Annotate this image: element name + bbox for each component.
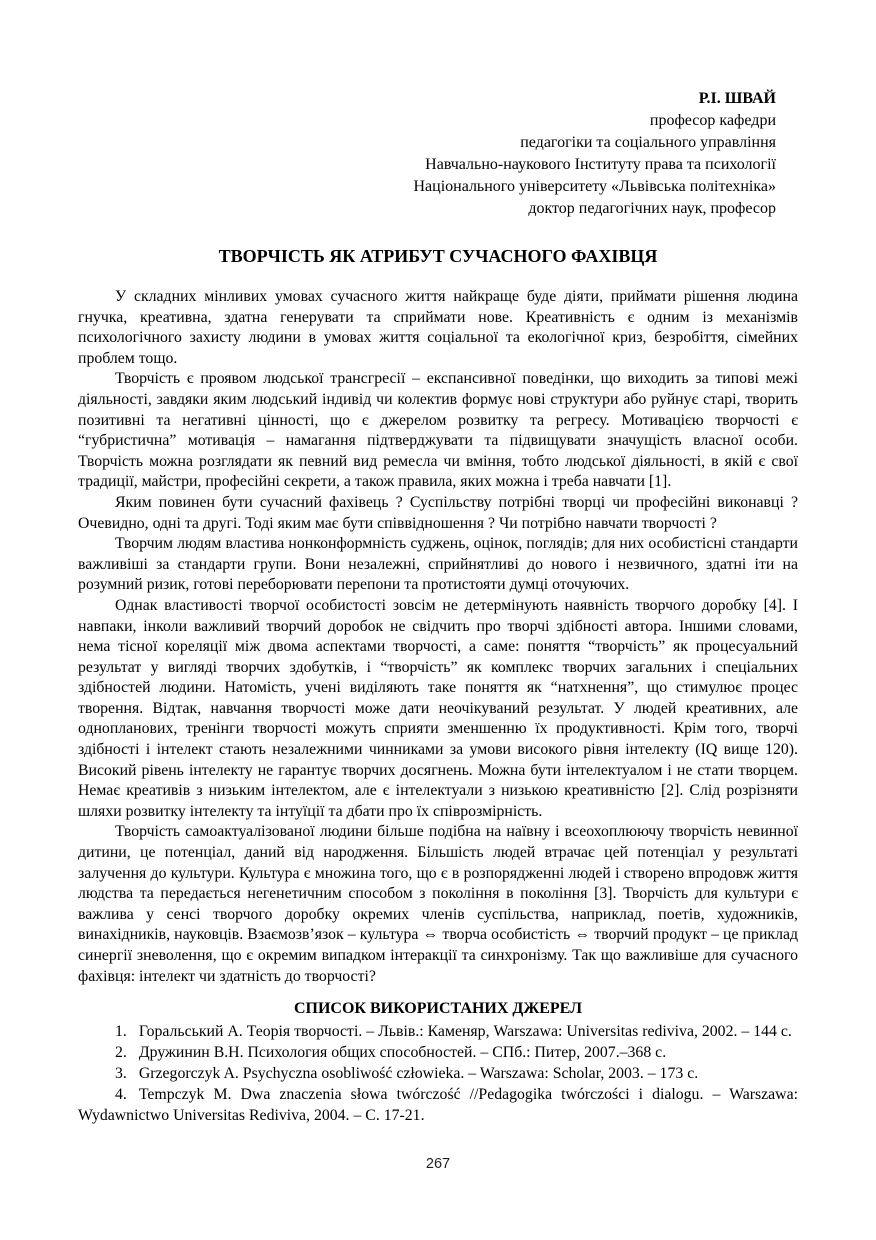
reference-number: 3.	[115, 1065, 127, 1083]
affiliation-line: професор кафедри	[649, 112, 776, 129]
paragraph: У складних мінливих умовах сучасного життя найкраще буде діяти, приймати рішення людина гнучка, креативна, здатна генерувати та сприймати нове. Креативність є одним із механізмів психологічного захисту людини в умовах життя соціальної та екологічної криз, безробіття, сімейних проблем тощо.	[78, 288, 798, 367]
document-header	[78, 88, 798, 220]
reference-item	[78, 1042, 798, 1063]
references-heading: СПИСОК ВИКОРИСТАНИХ ДЖЕРЕЛ	[293, 1000, 583, 1018]
reference-text: Дружинин В.Н. Психология общих способностей. – СПб.: Питер, 2007.–368 с.	[138, 1044, 667, 1062]
reference-item	[78, 1084, 798, 1126]
paragraph: Однак властивості творчої особистості зовсім не детермінують наявність творчого доробку [4]. І навпаки, інколи важливий творчий доробок не свідчить про творчі здібності автора. Іншими словами, нема тісної кореляції між двома аспектами творчості, а саме: поняття “творчість” як процесуальний результат у вигляді творчих здобутків, і “творчість” як комплекс творчих загальних і спеціальних здібностей людини. Натомість, учені виділяють таке поняття як “натхнення”, що стимулює процес творення. Відтак, навчання творчості може дати неочікуваний результат. У людей креативних, але однопланових, тренінги творчості можуть сприяти зменшенню їх продуктивності. Крім того, творчі здібності і інтелект стають незалежними чинниками за умови високого рівня інтелекту (IQ вище 120). Високий рівень інтелекту не гарантує творчих досягнень. Можна бути інтелектуалом і не стати творцем. Немає креативів з низьким інтелектом, але є інтелектуали з низькою креативністю [2]. Слід розрізняти шляхи розвитку інтелекту та інтуїції та дбати про їх співрозмірність.	[78, 596, 798, 820]
affiliation-line: Навчально-наукового Інституту права та психології	[425, 156, 776, 173]
reference-text: Горальський А. Теорія творчості. – Львів.: Каменяр, Warszawa: Universitas rediviva, 2002. – 144 с.	[138, 1023, 792, 1041]
affiliation-line: Національного університету «Львівська політехніка»	[413, 178, 776, 195]
reference-number: 2.	[115, 1044, 127, 1062]
references-section	[78, 1000, 798, 1126]
paragraph: Творчим людям властива нонконформність суджень, оцінок, поглядів; для них особистісні стандарти важливіші за стандарти групи. Вони незалежні, сприйнятливі до нового і незвичного, здатні іти на розумний ризик, готові переборювати перепони та протистояти думці оточуючих.	[78, 535, 798, 594]
page-number: 267	[425, 1156, 451, 1172]
reference-number: 1.	[115, 1023, 127, 1041]
paragraph: Творчість самоактуалізованої людини більше подібна на наївну і всеохоплюючу творчість невинної дитини, це потенціал, даний від народження. Більшість людей втрачає цей потенціал у результаті залучення до культури. Культура є множина того, що є в розпорядженні людей і створено впродовж життя людства та передається негенетичним способом з покоління в покоління [3]. Творчість для культури є важлива у сенсі творчого доробку окремих членів суспільства, наприклад, поетів, художників, винахідників, науковців. Взаємозв’язок – культура ⇔ творча особистість ⇔ творчий продукт – це приклад синергії зневолення, що є окремим випадком інтеракції та синхронізму. Так що важливіше для сучасного фахівця: інтелект чи здатність до творчості?	[78, 823, 798, 985]
affiliation-line: педагогіки та соціального управління	[520, 134, 776, 151]
paragraph: Творчість є проявом людської трансгресії – експансивної поведінки, що виходить за типові межі діяльності, завдяки яким людський індивід чи колектив формує нові структури або руйнує старі, творить позитивні та негативні цінності, що є джерелом розвитку та регресу. Мотивацією творчості є “губристична” мотивація – намагання підтверджувати та підвищувати значущість власної особи. Творчість можна розглядати як певний вид ремесла чи вміння, тобто людської діяльності, в якій є свої традиції, майстри, професійні секрети, а також правила, яких можна і треба навчати [1].	[78, 370, 798, 491]
article-body	[78, 287, 798, 987]
reference-item	[78, 1021, 798, 1042]
reference-item	[78, 1063, 798, 1084]
article-title: ТВОРЧІСТЬ ЯК АТРИБУТ СУЧАСНОГО ФАХІВЦЯ	[218, 246, 658, 266]
paragraph: Яким повинен бути сучасний фахівець ? Суспільству потрібні творці чи професійні виконавці ? Очевидно, одні та другі. Тоді яким має бути співвідношення ? Чи потрібно навчати творчості ?	[78, 493, 798, 532]
affiliation-line: доктор педагогічних наук, професор	[528, 200, 776, 217]
author-name: Р.І. ШВАЙ	[698, 90, 776, 107]
reference-number: 4.	[115, 1086, 127, 1104]
reference-text: Tempczyk M. Dwa znaczenia słowa twórczość //Pedagogika twórczości i dialogu. – Warszawa: Wydawnictwo Universitas Rediviva, 2004. – C. 17-21.	[78, 1086, 798, 1125]
reference-text: Grzegorczyk A. Psychyczna osobliwość człowieka. – Warszawa: Scholar, 2003. – 173 c.	[138, 1065, 699, 1083]
